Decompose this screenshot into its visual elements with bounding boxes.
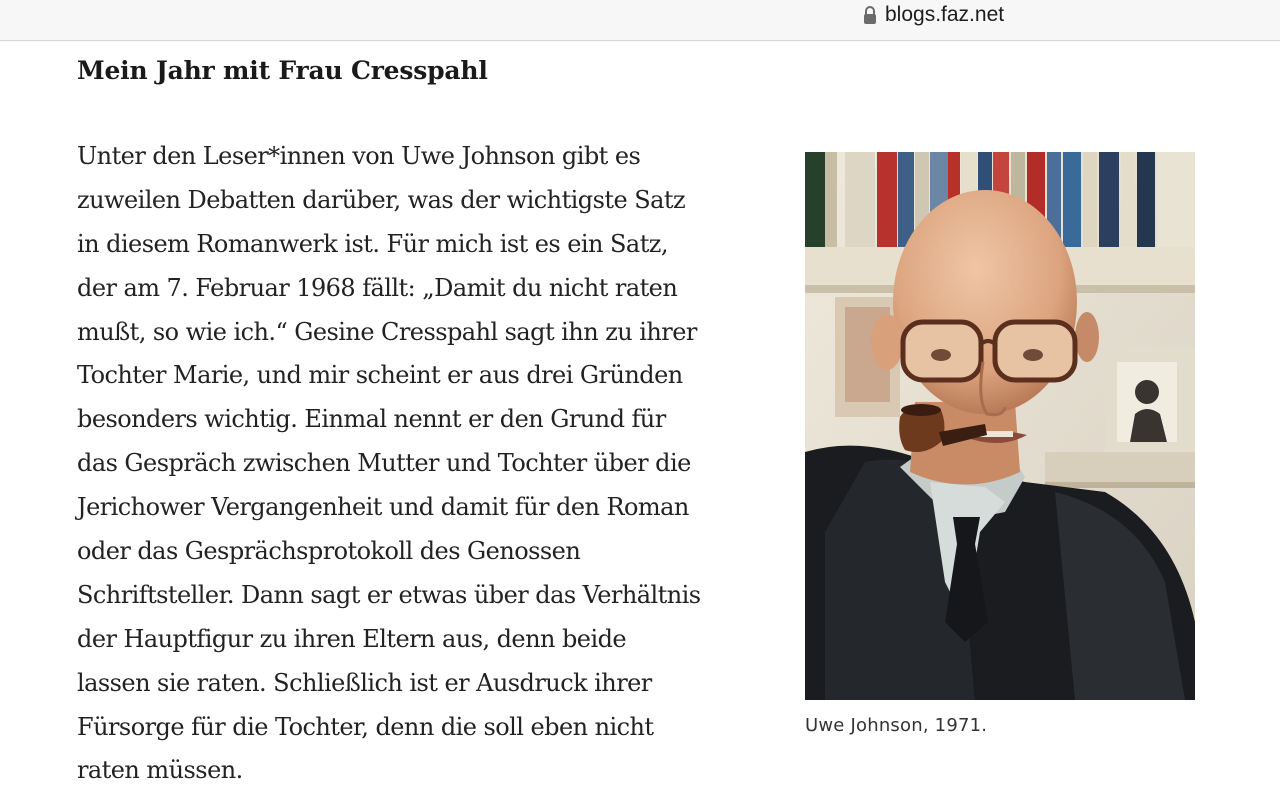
photo-caption: Uwe Johnson, 1971. bbox=[805, 715, 988, 736]
body-line: lassen sie raten. Schließlich ist er Ausdruck ihrer bbox=[77, 668, 652, 697]
article-body bbox=[77, 135, 777, 793]
body-line: mußt, so wie ich.“ Gesine Cresspahl sagt ihn zu ihrer bbox=[77, 317, 697, 346]
browser-address-bar[interactable] bbox=[0, 0, 1280, 41]
body-line: Tochter Marie, und mir scheint er aus drei Gründen bbox=[77, 361, 683, 390]
body-line: raten müssen. bbox=[77, 756, 243, 785]
body-line: oder das Gesprächsprotokoll des Genossen bbox=[77, 537, 581, 566]
body-line: besonders wichtig. Einmal nennt er den Grund für bbox=[77, 405, 666, 434]
body-line: zuweilen Debatten darüber, was der wichtigste Satz bbox=[77, 185, 686, 214]
body-line: Jerichower Vergangenheit und damit für den Roman bbox=[77, 493, 689, 522]
body-line: der Hauptfigur zu ihren Eltern aus, denn beide bbox=[77, 624, 627, 653]
body-line: der am 7. Februar 1968 fällt: „Damit du nicht raten bbox=[77, 273, 678, 302]
body-line: Schriftsteller. Dann sagt er etwas über das Verhältnis bbox=[77, 580, 701, 609]
body-line: Unter den Leser*innen von Uwe Johnson gibt es bbox=[77, 142, 641, 170]
body-line: das Gespräch zwischen Mutter und Tochter über die bbox=[77, 449, 691, 478]
lock-icon bbox=[862, 5, 878, 25]
url-text: blogs.faz.net bbox=[885, 3, 1005, 26]
portrait-photo bbox=[805, 152, 1195, 700]
body-line: in diesem Romanwerk ist. Für mich ist es ein Satz, bbox=[77, 229, 668, 258]
article-title: Mein Jahr mit Frau Cresspahl bbox=[77, 56, 488, 85]
url-display[interactable] bbox=[862, 3, 1004, 27]
body-line: Fürsorge für die Tochter, denn die soll eben nicht bbox=[77, 712, 654, 741]
